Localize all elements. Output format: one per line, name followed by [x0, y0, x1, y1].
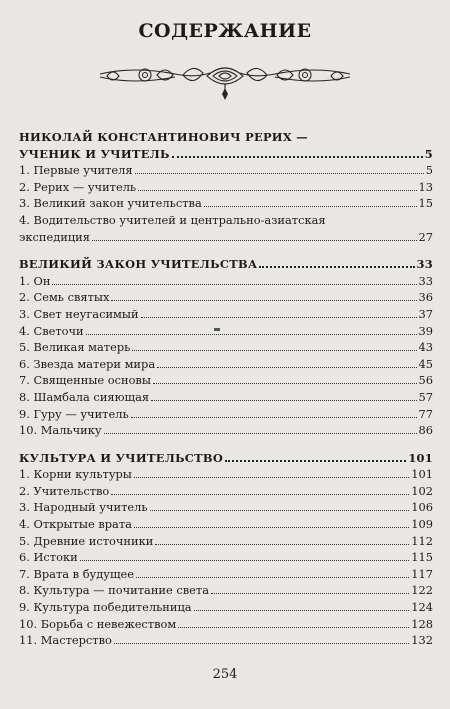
section-title-row[interactable] [19, 256, 433, 273]
toc-entry[interactable] [19, 406, 433, 423]
leader-dots [135, 173, 424, 174]
entry-label: 6. Истоки [19, 550, 78, 565]
toc-entry[interactable] [19, 599, 433, 616]
entry-page-number: 132 [411, 633, 433, 648]
entry-page-number: 122 [411, 583, 433, 598]
entry-page-number: 86 [418, 423, 433, 438]
leader-dots [172, 156, 423, 158]
entry-label: 1. Корни культуры [19, 467, 132, 482]
entry-label: 11. Мастерство [19, 633, 112, 648]
entry-label: 7. Священные основы [19, 373, 151, 388]
leader-dots [151, 400, 416, 401]
entry-page-number: 117 [411, 566, 433, 581]
toc-entry[interactable] [19, 179, 433, 196]
leader-dots [134, 477, 409, 478]
entry-page-number: 77 [418, 406, 433, 421]
entry-label: 4. Открытые врата [19, 517, 132, 532]
entry-page-number: 57 [418, 389, 433, 404]
toc-section [19, 450, 433, 649]
entry-label: 3. Свет неугасимый [19, 306, 139, 321]
leader-dots [111, 494, 409, 495]
toc-entry[interactable] [19, 582, 433, 599]
entry-page-number: 128 [411, 616, 433, 631]
ornament-divider-icon [95, 58, 355, 108]
entry-page-number: 112 [411, 533, 433, 548]
entry-label: 10. Борьба с невежеством [19, 616, 177, 631]
leader-dots [153, 383, 417, 384]
leader-dots [157, 367, 416, 368]
leader-dots [104, 433, 417, 434]
entry-page-number: 124 [411, 600, 433, 615]
leader-dots [114, 643, 409, 644]
leader-dots [111, 300, 416, 301]
toc-entry[interactable] [19, 632, 433, 649]
entry-page-number: 36 [418, 290, 433, 305]
leader-dots [155, 544, 409, 545]
toc-entry[interactable] [19, 339, 433, 356]
toc-entry[interactable] [19, 323, 433, 340]
entry-label: 6. Звезда матери мира [19, 356, 156, 371]
entry-label: 3. Великий закон учительства [19, 196, 202, 211]
entry-label: 2. Рерих — учитель [19, 179, 137, 194]
toc-entry[interactable] [19, 389, 433, 406]
leader-dots [225, 460, 406, 462]
entry-label: 9. Гуру — учитель [19, 406, 129, 421]
entry-label-line[interactable]: 4. Водительство учителей и центрально-азиатская [19, 212, 326, 227]
page-number: 254 [212, 667, 238, 682]
leader-dots [52, 284, 416, 285]
entry-page-number: 56 [418, 373, 433, 388]
toc-entry[interactable] [19, 273, 433, 290]
leader-dots [178, 627, 409, 628]
leader-dots [134, 527, 409, 528]
leader-dots [132, 350, 416, 351]
section-title-row[interactable] [19, 450, 433, 467]
entry-page-number: 115 [411, 550, 433, 565]
leader-dots [131, 417, 417, 418]
toc-section [19, 129, 433, 245]
entry-label: 4. Светочи [19, 323, 84, 338]
table-of-contents [19, 129, 433, 660]
leader-dots [211, 593, 409, 594]
leader-dots [150, 510, 410, 511]
toc-entry[interactable] [19, 483, 433, 500]
entry-label: 10. Мальчику [19, 423, 102, 438]
entry-page-number: 37 [418, 306, 433, 321]
toc-entry[interactable] [19, 466, 433, 483]
entry-label: 8. Шамбала сияющая [19, 389, 150, 404]
entry-label: 2. Учительство [19, 483, 110, 498]
section-title: ВЕЛИКИЙ ЗАКОН УЧИТЕЛЬСТВА [19, 257, 258, 272]
leader-dots [259, 266, 414, 268]
entry-page-number: 27 [418, 229, 433, 244]
print-mark [214, 328, 220, 331]
section-title-row[interactable] [19, 146, 433, 163]
leader-dots [80, 560, 410, 561]
entry-label: 9. Культура победительница [19, 600, 192, 615]
toc-entry[interactable] [19, 516, 433, 533]
entry-page-number: 15 [418, 196, 433, 211]
entry-label: 2. Семь святых [19, 290, 110, 305]
toc-entry[interactable] [19, 422, 433, 439]
toc-entry[interactable] [19, 229, 433, 246]
entry-page-number: 39 [418, 323, 433, 338]
entry-label: экспедиция [19, 229, 90, 244]
toc-entry[interactable] [19, 533, 433, 550]
contents-heading: СОДЕРЖАНИЕ [138, 20, 312, 42]
entry-label: 5. Древние источники [19, 533, 154, 548]
entry-page-number: 109 [411, 517, 433, 532]
entry-page-number: 101 [411, 467, 433, 482]
leader-dots [86, 334, 417, 335]
section-page-number: 5 [424, 146, 433, 161]
toc-entry[interactable] [19, 549, 433, 566]
leader-dots [141, 317, 417, 318]
entry-page-number: 33 [418, 273, 433, 288]
toc-entry[interactable] [19, 289, 433, 306]
toc-section [19, 256, 433, 439]
toc-entry[interactable] [19, 566, 433, 583]
entry-page-number: 45 [418, 356, 433, 371]
toc-entry[interactable] [19, 356, 433, 373]
toc-entry[interactable] [19, 162, 433, 179]
leader-dots [92, 240, 417, 241]
entry-label: 1. Он [19, 273, 51, 288]
leader-dots [136, 577, 409, 578]
entry-label: 5. Великая матерь [19, 340, 131, 355]
section-title: КУЛЬТУРА И УЧИТЕЛЬСТВО [19, 450, 224, 465]
entry-page-number: 106 [411, 500, 433, 515]
toc-entry[interactable] [19, 195, 433, 212]
leader-dots [194, 610, 410, 611]
leader-dots [204, 206, 417, 207]
entry-label: 8. Культура — почитание света [19, 583, 209, 598]
toc-entry[interactable] [19, 372, 433, 389]
entry-page-number: 43 [418, 340, 433, 355]
entry-label: 7. Врата в будущее [19, 566, 135, 581]
toc-entry[interactable] [19, 499, 433, 516]
entry-page-number: 102 [411, 483, 433, 498]
toc-entry[interactable] [19, 306, 433, 323]
section-title: УЧЕНИК И УЧИТЕЛЬ [19, 146, 170, 161]
entry-page-number: 13 [418, 179, 433, 194]
section-title-line: НИКОЛАЙ КОНСТАНТИНОВИЧ РЕРИХ — [19, 130, 308, 144]
leader-dots [138, 190, 416, 191]
entry-page-number: 5 [425, 163, 433, 178]
section-page-number: 101 [408, 450, 433, 465]
entry-label: 3. Народный учитель [19, 500, 148, 515]
entry-label: 1. Первые учителя [19, 163, 133, 178]
section-page-number: 33 [416, 257, 433, 272]
toc-entry[interactable] [19, 616, 433, 633]
